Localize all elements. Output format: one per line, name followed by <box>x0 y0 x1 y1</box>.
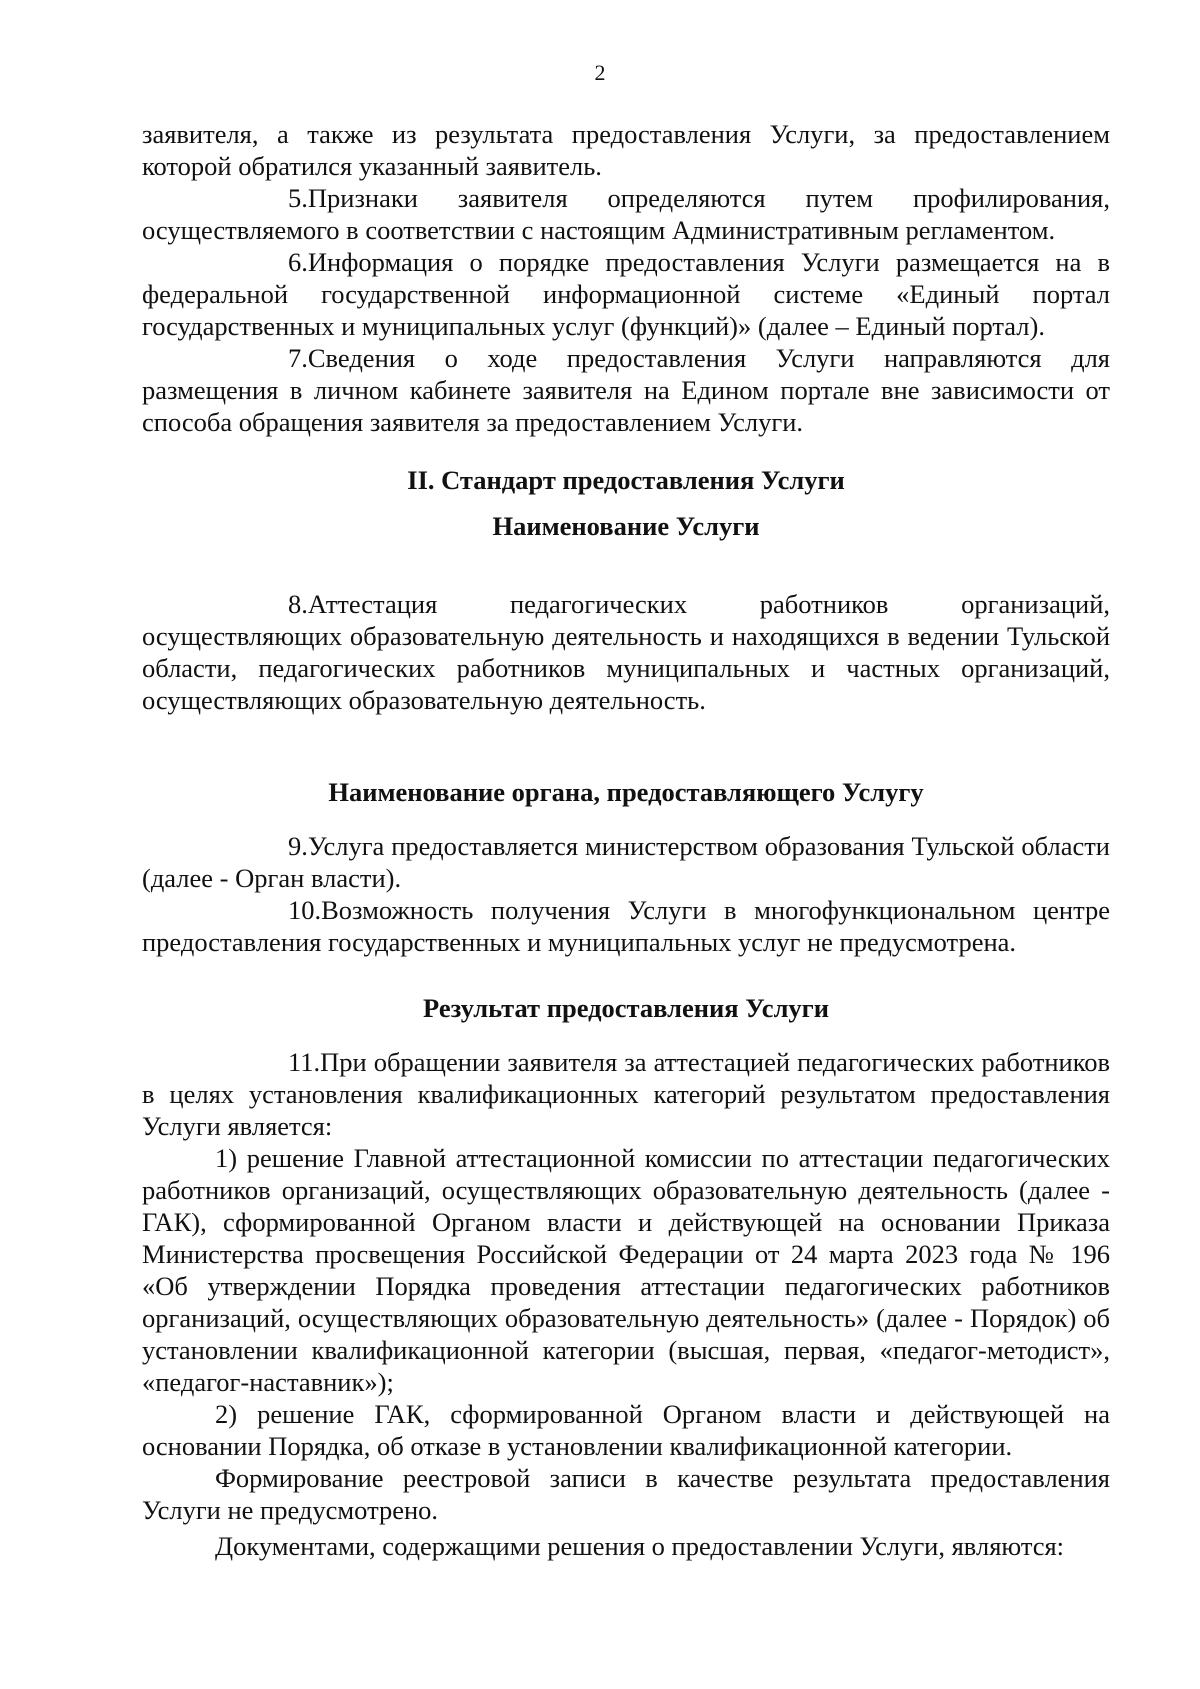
paragraph-8-number: 8. <box>288 589 308 619</box>
paragraph-6-text: Информация о порядке предоставления Услуги размещается на в федеральной государственной информационной системе «Единый портал государственных и муниципальных услуг (функций)» (далее – Единый портал). <box>142 247 1110 341</box>
paragraph-5 <box>142 182 1110 246</box>
section-title: II. Стандарт предоставления Услуги <box>407 465 845 495</box>
paragraph-7-number: 7. <box>288 343 308 373</box>
paragraph-11 <box>142 1046 1110 1142</box>
result-item-2: 2) решение ГАК, сформированной Органом власти и действующей на основании Порядка, об отказе в установлении квалификационной категории. <box>142 1399 1110 1461</box>
paragraph-8 <box>142 588 1110 716</box>
paragraph-10-number: 10. <box>288 895 322 925</box>
paragraph-7-text: Сведения о ходе предоставления Услуги направляются для размещения в личном кабинете заявителя на Едином портале вне зависимости от способа обращения заявителя за предоставлением Услуги. <box>142 343 1110 437</box>
paragraph-8-text: Аттестация педагогических работников организаций, осуществляющих образовательную деятельность и находящихся в ведении Тульской области, педагогических работников муниципальных и частных организаций, осуществляющих образовательную деятельность. <box>142 589 1110 715</box>
heading-service-organ: Наименование органа, предоставляющего Услугу <box>328 777 924 807</box>
paragraph-continuation: заявителя, а также из результата предоставления Услуги, за предоставлением которой обратился указанный заявитель. <box>142 119 1110 181</box>
paragraph-10-text: Возможность получения Услуги в многофункциональном центре предоставления государственных и муниципальных услуг не предусмотрена. <box>142 895 1110 957</box>
result-item-1: 1) решение Главной аттестационной комиссии по аттестации педагогических работников организаций, осуществляющих образовательную деятельность (далее - ГАК), сформированной Органом власти и действующей на основании Приказа Министерства просвещения Российской Федерации от 24 марта 2023 года № 196 «Об утверждении Порядка проведения аттестации педагогических работников организаций, осуществляющих образовательную деятельность» (далее - Порядок) об установлении квалификационной категории (высшая, первая, «педагог-методист», «педагог-наставник»); <box>142 1143 1110 1397</box>
paragraph-5-text: Признаки заявителя определяются путем профилирования, осуществляемого в соответствии с настоящим Административным регламентом. <box>142 183 1110 245</box>
paragraph-6 <box>142 246 1110 342</box>
heading-service-result: Результат предоставления Услуги <box>423 993 829 1023</box>
paragraph-9 <box>142 830 1110 894</box>
paragraph-9-text: Услуга предоставляется министерством образования Тульской области (далее - Орган власти). <box>142 831 1110 893</box>
paragraph-7 <box>142 342 1110 438</box>
page-number: 2 <box>594 60 606 85</box>
paragraph-5-number: 5. <box>288 183 308 213</box>
paragraph-11-text: При обращении заявителя за аттестацией педагогических работников в целях установления квалификационных категорий результатом предоставления Услуги является: <box>142 1047 1110 1141</box>
paragraph-11-number: 11. <box>288 1047 321 1077</box>
paragraph-9-number: 9. <box>288 831 308 861</box>
paragraph-register-record: Формирование реестровой записи в качестве результата предоставления Услуги не предусмотрено. <box>142 1463 1110 1525</box>
document-body <box>142 118 1110 1562</box>
heading-service-name: Наименование Услуги <box>492 511 760 541</box>
paragraph-documents: Документами, содержащими решения о предоставлении Услуги, являются: <box>215 1531 1065 1561</box>
paragraph-10 <box>142 894 1110 958</box>
paragraph-6-number: 6. <box>288 247 308 277</box>
